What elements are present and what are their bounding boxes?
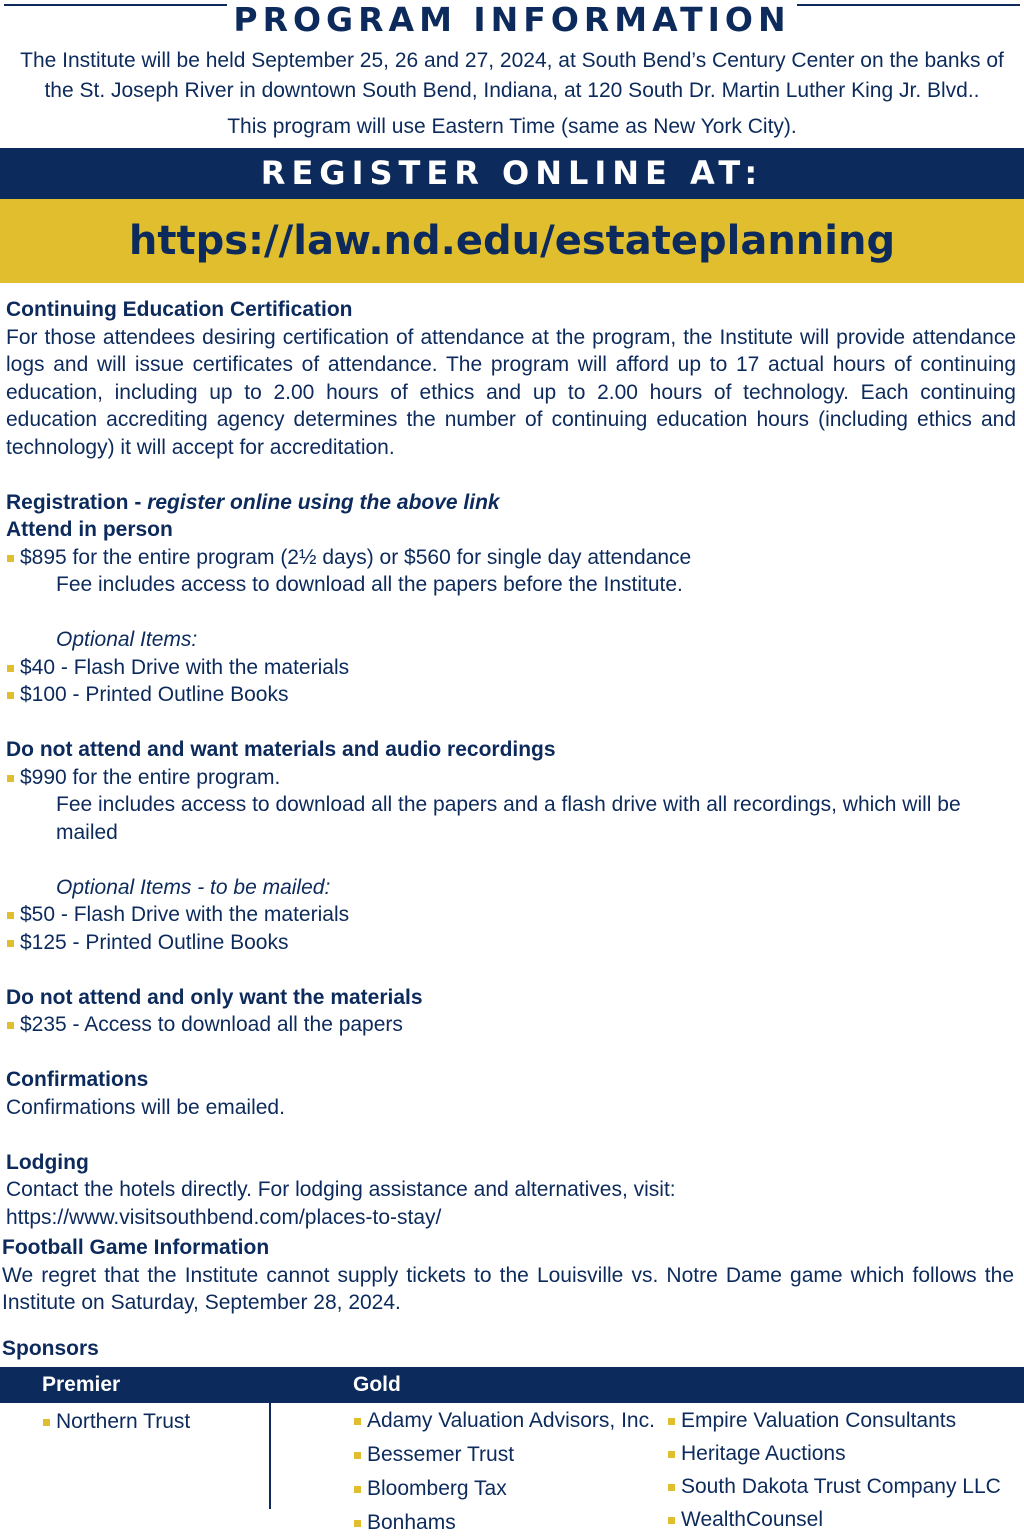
gold-sponsor-list-2 xyxy=(667,1404,1001,1536)
registration-heading-italic: register online using the above link xyxy=(147,490,500,514)
lodging-body: Contact the hotels directly. For lodging assistance and alternatives, visit: xyxy=(6,1178,676,1201)
recordings-optional-item: $50 - Flash Drive with the materials xyxy=(6,901,1016,929)
program-title-text: PROGRAM INFORMATION xyxy=(227,0,796,40)
in-person-note: Fee includes access to download all the papers before the Institute. xyxy=(56,573,683,596)
recordings-price: $990 for the entire program. xyxy=(6,764,1016,792)
gold-label: Gold xyxy=(353,1373,401,1396)
intro-paragraph: The Institute will be held September 25, 26 and 27, 2024, at South Bend’s Century Center on the banks of the St. Joseph River in downtown South Bend, Indiana, at 120 South Dr. Martin Luther King Jr. Blvd.. xyxy=(20,49,1004,102)
recordings-optional-heading: Optional Items - to be mailed: xyxy=(56,875,331,899)
sponsor-item: South Dakota Trust Company LLC xyxy=(667,1470,1001,1503)
recordings-note: Fee includes access to download all the papers and a flash drive with all recordings, which will be mailed xyxy=(56,793,961,844)
register-url-link[interactable]: https://law.nd.edu/estateplanning xyxy=(0,199,1024,283)
lodging-url-link[interactable]: https://www.visitsouthbend.com/places-to-stay/ xyxy=(6,1205,442,1229)
in-person-optional-heading: Optional Items: xyxy=(56,628,198,651)
confirmations-body: Confirmations will be emailed. xyxy=(6,1095,285,1119)
gold-sponsor-list-1 xyxy=(353,1404,655,1540)
in-person-price: $895 for the entire program (2½ days) or $560 for single day attendance xyxy=(6,544,1016,572)
sponsors-divider xyxy=(269,1403,271,1509)
materials-heading: Do not attend and only want the materials xyxy=(6,985,423,1009)
program-title xyxy=(0,0,1024,40)
confirmations-heading: Confirmations xyxy=(6,1068,149,1091)
timezone-note: This program will use Eastern Time (same as New York City). xyxy=(227,115,797,138)
certification-body: For those attendees desiring certification of attendance at the program, the Institute will provide attendance logs and will issue certificates of attendance. The program will afford up to 17 actual hours of continuing education, including up to 2.00 hours of ethics and up to 2.00 hours of technology. Each continuing education accrediting agency determines the number of continuing education hours (including ethics and technology) it will accept for accreditation. xyxy=(6,325,1016,459)
football-heading: Football Game Information xyxy=(2,1236,270,1259)
premier-sponsor-list xyxy=(42,1405,190,1439)
recordings-optional-item: $125 - Printed Outline Books xyxy=(6,929,1016,957)
materials-price: $235 - Access to download all the papers xyxy=(6,1011,1016,1039)
football-body: We regret that the Institute cannot supply tickets to the Louisville vs. Notre Dame game which follows the Institute on Saturday, September 28, 2024. xyxy=(2,1263,1014,1314)
sponsor-item: Empire Valuation Consultants xyxy=(667,1404,1001,1437)
sponsor-item: Bonhams xyxy=(353,1506,655,1540)
in-person-optional-item: $40 - Flash Drive with the materials xyxy=(6,654,1016,682)
recordings-heading: Do not attend and want materials and audio recordings xyxy=(6,738,556,761)
sponsors-header-bar xyxy=(0,1367,1024,1403)
sponsor-item: WealthCounsel xyxy=(667,1503,1001,1536)
in-person-optional-item: $100 - Printed Outline Books xyxy=(6,681,1016,709)
sponsor-item: Heritage Auctions xyxy=(667,1437,1001,1470)
sponsor-item: Adamy Valuation Advisors, Inc. xyxy=(353,1404,655,1438)
certification-heading: Continuing Education Certification xyxy=(6,298,353,321)
sponsors-heading: Sponsors xyxy=(2,1337,99,1360)
registration-heading: Registration - register online using the above link xyxy=(6,490,500,514)
sponsor-item: Northern Trust xyxy=(42,1405,190,1439)
sponsor-item: Bessemer Trust xyxy=(353,1438,655,1472)
register-banner: REGISTER ONLINE AT: xyxy=(0,148,1024,199)
premier-label: Premier xyxy=(42,1373,121,1396)
main-content xyxy=(6,296,1016,1231)
sponsor-item: Bloomberg Tax xyxy=(353,1472,655,1506)
lodging-heading: Lodging xyxy=(6,1150,89,1174)
football-section xyxy=(2,1234,1014,1317)
in-person-heading: Attend in person xyxy=(6,518,173,541)
intro-text xyxy=(10,46,1014,106)
